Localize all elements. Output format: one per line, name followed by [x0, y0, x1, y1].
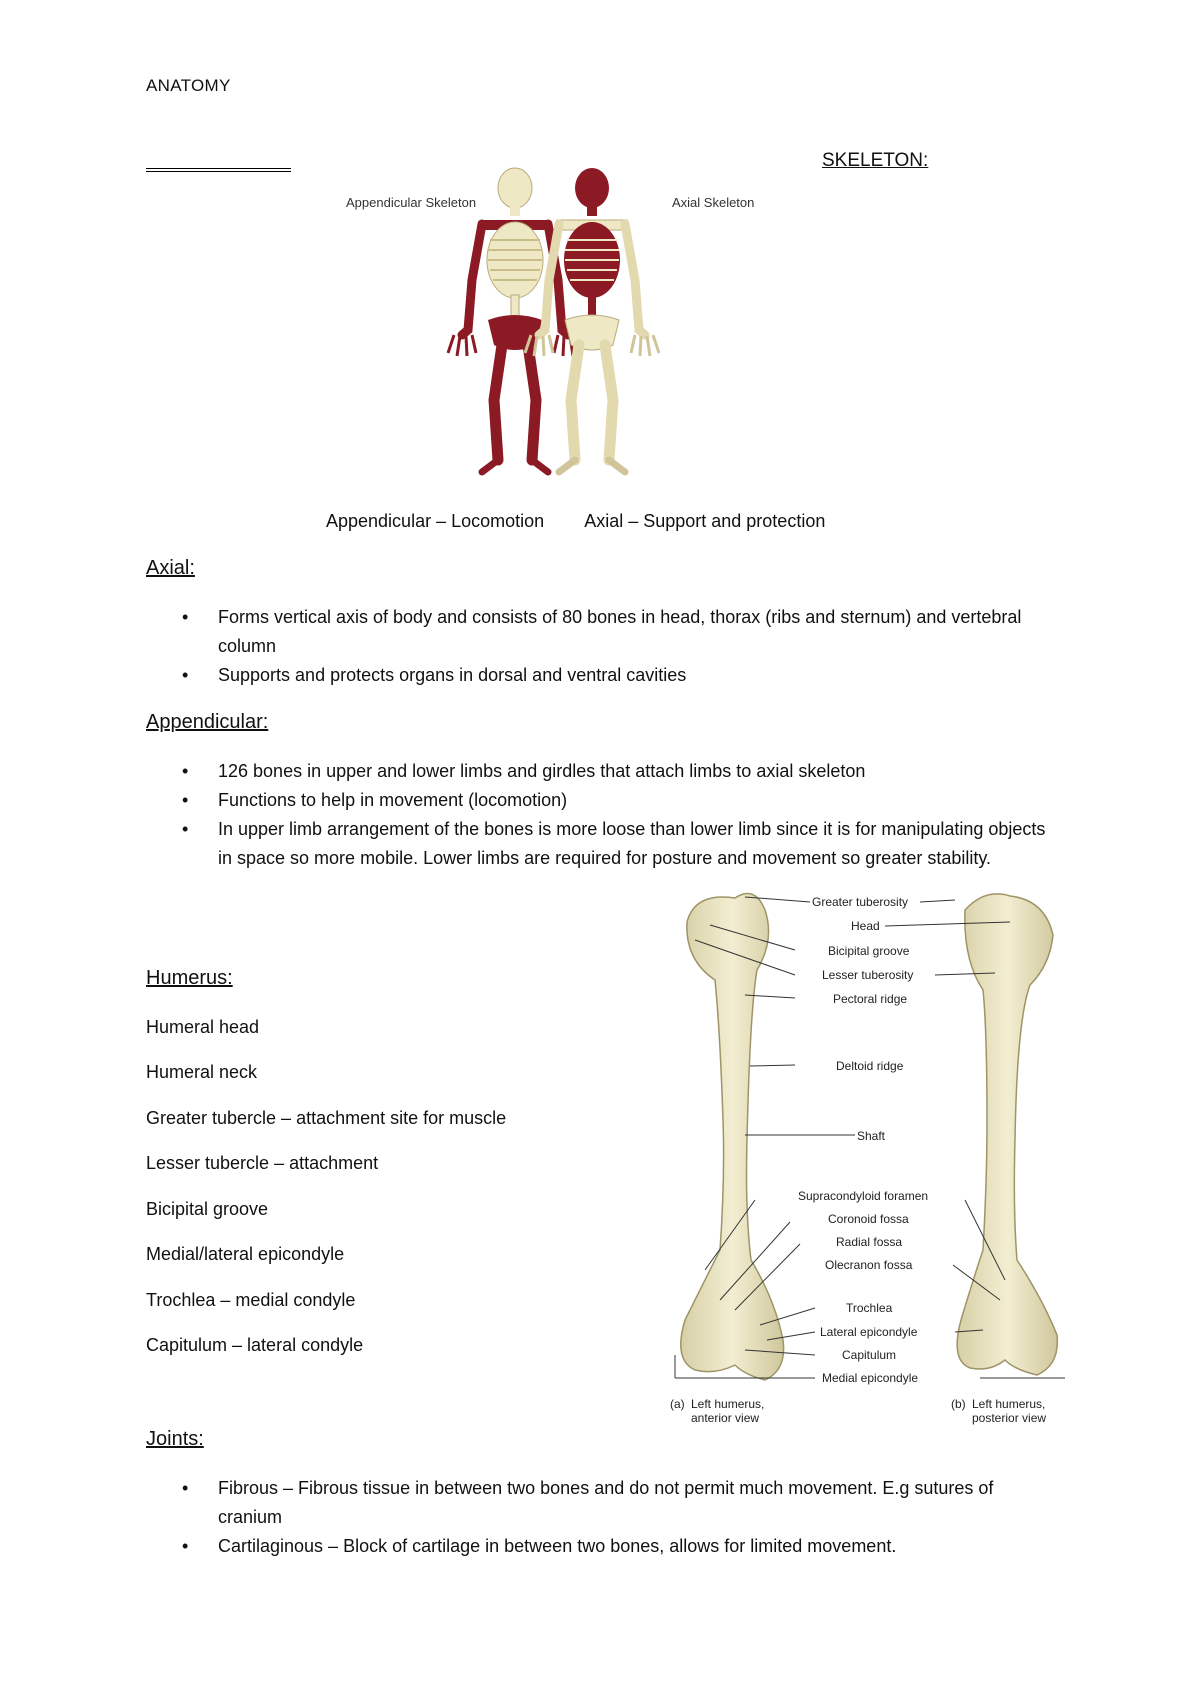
view-a-marker: (a) [670, 1397, 685, 1411]
list-item: • Cartilaginous – Block of cartilage in between two bones, allows for limited movement. [146, 1532, 1046, 1561]
list-item: • Functions to help in movement (locomotion) [146, 786, 1046, 815]
label-trochlea: Trochlea [846, 1301, 893, 1315]
humerus-figure [665, 880, 1065, 1440]
view-b-marker: (b) [951, 1397, 966, 1411]
label-bicipital-groove: Bicipital groove [828, 944, 910, 958]
axial-skeleton-drawing [525, 168, 659, 472]
appendicular-heading: Appendicular: [146, 711, 269, 733]
view-a-line1: Left humerus, [691, 1397, 765, 1411]
caption-axial: Axial – Support and protection [584, 511, 826, 531]
label-greater-tuberosity: Greater tuberosity [812, 895, 909, 909]
label-lateral-epicondyle: Lateral epicondyle [820, 1325, 918, 1339]
caption-appendicular: Appendicular – Locomotion [326, 511, 545, 531]
appendicular-list [146, 757, 1046, 873]
axial-heading: Axial: [146, 557, 195, 579]
humerus-item: Trochlea – medial condyle [146, 1290, 356, 1310]
joints-heading: Joints: [146, 1428, 204, 1450]
humerus-item: Greater tubercle – attachment site for muscle [146, 1108, 507, 1128]
humerus-item: Humeral head [146, 1017, 260, 1037]
humerus-heading: Humerus: [146, 967, 233, 989]
view-b-line2: posterior view [972, 1411, 1047, 1425]
label-shaft: Shaft [857, 1129, 886, 1143]
label-coronoid-fossa: Coronoid fossa [828, 1212, 909, 1226]
humerus-anterior-bone [681, 894, 784, 1380]
axial-skeleton-label: Axial Skeleton [672, 195, 755, 210]
double-underline-rule [146, 168, 291, 172]
list-item: • Forms vertical axis of body and consists of 80 bones in head, thorax (ribs and sternum) and vertebral column [146, 603, 1066, 661]
view-a-line2: anterior view [691, 1411, 760, 1425]
skeleton-figure [330, 160, 790, 490]
label-olecranon-fossa: Olecranon fossa [825, 1258, 913, 1272]
label-head: Head [851, 919, 880, 933]
humerus-item: Medial/lateral epicondyle [146, 1244, 345, 1264]
list-item: • In upper limb arrangement of the bones is more loose than lower limb since it is for manipulating objects in space so more mobile. Lower limbs are required for posture and movement so greater stability. [146, 815, 1046, 873]
page-title: SKELETON: [822, 150, 929, 171]
humerus-item: Capitulum – lateral condyle [146, 1335, 364, 1355]
humerus-item: Lesser tubercle – attachment [146, 1153, 379, 1173]
label-deltoid-ridge: Deltoid ridge [836, 1059, 904, 1073]
label-pectoral-ridge: Pectoral ridge [833, 992, 908, 1006]
joints-list [146, 1474, 1046, 1561]
appendicular-skeleton-label: Appendicular Skeleton [346, 195, 477, 210]
humerus-item: Humeral neck [146, 1062, 258, 1082]
label-lesser-tuberosity: Lesser tuberosity [822, 968, 914, 982]
appendicular-skeleton-drawing [448, 168, 582, 472]
skeleton-caption [326, 511, 825, 532]
humerus-posterior-bone [957, 894, 1057, 1375]
axial-list [146, 603, 1066, 690]
page-header: ANATOMY [146, 76, 231, 95]
label-radial-fossa: Radial fossa [836, 1235, 903, 1249]
label-medial-epicondyle: Medial epicondyle [822, 1371, 919, 1385]
label-supracondyloid-foramen: Supracondyloid foramen [798, 1189, 929, 1203]
view-b-line1: Left humerus, [972, 1397, 1046, 1411]
humerus-item: Bicipital groove [146, 1199, 269, 1219]
label-capitulum: Capitulum [842, 1348, 897, 1362]
list-item: • Supports and protects organs in dorsal and ventral cavities [146, 661, 1066, 690]
list-item: • 126 bones in upper and lower limbs and girdles that attach limbs to axial skeleton [146, 757, 1046, 786]
list-item: • Fibrous – Fibrous tissue in between two bones and do not permit much movement. E.g sutures of cranium [146, 1474, 1046, 1532]
